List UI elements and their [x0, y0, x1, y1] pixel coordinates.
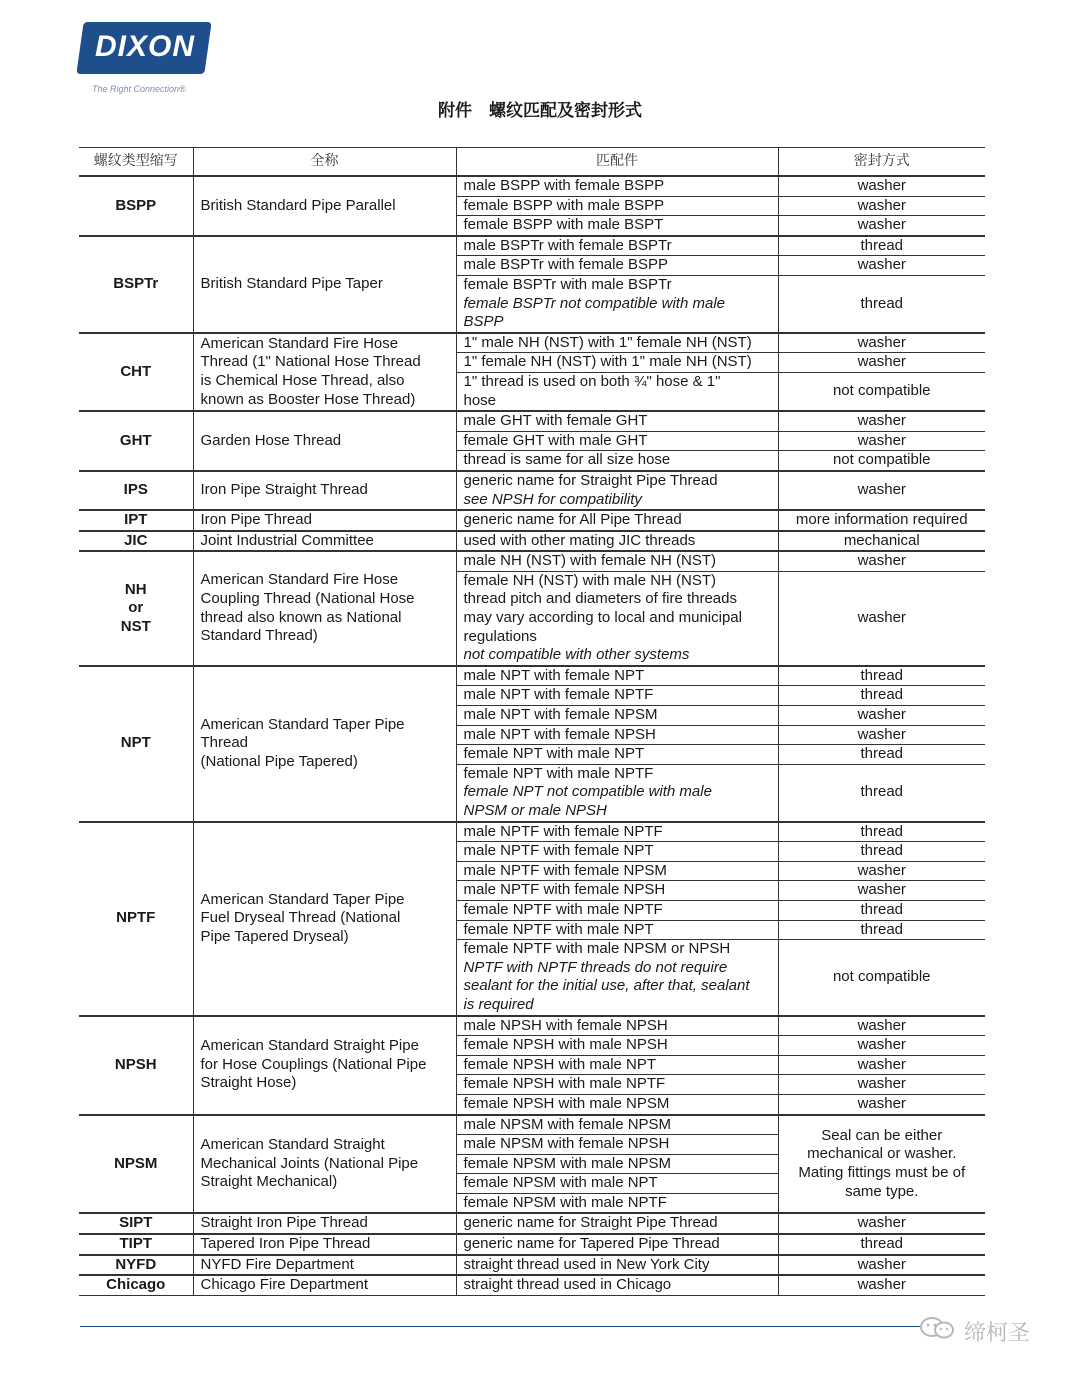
- text-line: NYFD: [115, 1255, 157, 1273]
- text-line: washer: [857, 431, 906, 449]
- text-line: (National Pipe Tapered): [200, 753, 358, 771]
- thread-abbr-cell: [79, 1275, 193, 1295]
- table-row: [79, 333, 985, 353]
- text-line: Seal can be either: [821, 1126, 943, 1144]
- matching-cell: [456, 411, 778, 431]
- logo-tagline: The Right Connection®: [92, 84, 186, 94]
- text-line: washer: [857, 861, 906, 879]
- note-line: BSPP: [463, 313, 504, 331]
- thread-fullname-cell: [193, 551, 456, 666]
- text-line: BSPTr: [113, 274, 159, 292]
- seal-cell: [778, 940, 985, 1016]
- text-line: Standard Thread): [200, 627, 318, 645]
- seal-cell: [778, 1234, 985, 1255]
- thread-fullname-cell: [193, 531, 456, 552]
- text-line: washer: [857, 1075, 906, 1093]
- matching-cell: [456, 333, 778, 353]
- text-line: NPSH: [114, 1055, 157, 1073]
- text-line: mechanical or washer.: [807, 1145, 957, 1163]
- thread-fullname-cell: [193, 1234, 456, 1255]
- header-seal: 密封方式: [778, 148, 985, 177]
- matching-cell: [456, 881, 778, 901]
- text-line: Iron Pipe Thread: [200, 511, 312, 529]
- seal-cell: [778, 881, 985, 901]
- text-line: 1" female NH (NST) with 1" male NH (NST): [463, 353, 752, 371]
- text-line: straight thread used in New York City: [463, 1255, 710, 1273]
- seal-cell: [778, 216, 985, 236]
- text-line: washer: [857, 353, 906, 371]
- text-line: SIPT: [119, 1214, 153, 1232]
- text-line: American Standard Straight Pipe: [200, 1037, 419, 1055]
- text-line: Joint Industrial Committee: [200, 531, 374, 549]
- text-line: thread: [860, 686, 904, 704]
- text-line: GHT: [119, 431, 152, 449]
- text-line: American Standard Fire Hose: [200, 334, 399, 352]
- text-line: male NPTF with female NPSH: [463, 881, 666, 899]
- text-line: generic name for Straight Pipe Thread: [463, 471, 718, 489]
- thread-fullname-cell: [193, 1275, 456, 1295]
- seal-cell: [778, 764, 985, 821]
- thread-abbr-cell: [79, 176, 193, 236]
- seal-cell: [778, 725, 985, 745]
- text-line: female NH (NST) with male NH (NST): [463, 571, 717, 589]
- text-line: washer: [857, 481, 906, 499]
- dixon-logo: [80, 22, 210, 100]
- matching-cell: [456, 686, 778, 706]
- matching-cell: [456, 920, 778, 940]
- text-line: Iron Pipe Straight Thread: [200, 481, 368, 499]
- seal-cell: [778, 471, 985, 510]
- text-line: thread pitch and diameters of fire threads: [463, 590, 737, 608]
- text-line: male NPTF with female NPSM: [463, 861, 667, 879]
- seal-cell: [778, 1094, 985, 1114]
- text-line: NST: [120, 617, 151, 635]
- matching-cell: [456, 275, 778, 332]
- text-line: washer: [857, 706, 906, 724]
- seal-cell: [778, 900, 985, 920]
- text-line: Mating fittings must be of: [798, 1163, 966, 1181]
- text-line: male NH (NST) with female NH (NST): [463, 552, 717, 570]
- seal-cell: [778, 431, 985, 451]
- text-line: female NPTF with male NPSM or NPSH: [463, 940, 731, 958]
- text-line: washer: [857, 1276, 906, 1294]
- text-line: washer: [857, 1214, 906, 1232]
- thread-fullname-cell: [193, 1115, 456, 1214]
- text-line: JIC: [124, 531, 148, 549]
- text-line: same type.: [845, 1182, 919, 1200]
- text-line: female NPT with male NPTF: [463, 764, 654, 782]
- note-line: NPTF with NPTF threads do not require: [463, 958, 728, 976]
- text-line: washer: [857, 412, 906, 430]
- text-line: thread: [860, 294, 904, 312]
- text-line: male NPT with female NPSM: [463, 706, 658, 724]
- matching-cell: [456, 551, 778, 571]
- thread-fullname-cell: [193, 666, 456, 822]
- matching-cell: [456, 1115, 778, 1135]
- table-row: [79, 1016, 985, 1036]
- thread-abbr-cell: [79, 411, 193, 471]
- thread-fullname-cell: [193, 1213, 456, 1234]
- text-line: washer: [857, 1036, 906, 1054]
- matching-cell: [456, 431, 778, 451]
- header-full-name: 全称: [193, 148, 456, 177]
- seal-cell: [778, 196, 985, 216]
- thread-abbr-cell: [79, 471, 193, 510]
- seal-cell: [778, 411, 985, 431]
- matching-cell: [456, 256, 778, 276]
- text-line: male NPT with female NPT: [463, 666, 645, 684]
- text-line: female NPSH with male NPT: [463, 1055, 657, 1073]
- thread-abbr-cell: [79, 551, 193, 666]
- text-line: hose: [463, 391, 497, 409]
- text-line: female NPSM with male NPT: [463, 1174, 658, 1192]
- matching-cell: [456, 745, 778, 765]
- text-line: Coupling Thread (National Hose: [200, 589, 415, 607]
- seal-cell: [778, 1275, 985, 1295]
- text-line: female BSPP with male BSPP: [463, 196, 665, 214]
- text-line: 1" male NH (NST) with 1" female NH (NST): [463, 333, 752, 351]
- matching-cell: [456, 1036, 778, 1056]
- text-line: may vary according to local and municipal: [463, 609, 742, 627]
- table-row: [79, 411, 985, 431]
- text-line: washer: [857, 177, 906, 194]
- text-line: male NPTF with female NPTF: [463, 822, 663, 840]
- text-line: washer: [857, 1055, 906, 1073]
- table-row: [79, 1115, 985, 1135]
- thread-abbr-cell: [79, 1234, 193, 1255]
- matching-cell: [456, 725, 778, 745]
- note-line: NPSM or male NPSH: [463, 802, 607, 819]
- matching-cell: [456, 861, 778, 881]
- text-line: washer: [857, 552, 906, 570]
- thread-fullname-cell: [193, 510, 456, 531]
- matching-cell: [456, 372, 778, 411]
- table-row: [79, 236, 985, 256]
- thread-fullname-cell: [193, 1255, 456, 1276]
- matching-cell: [456, 1075, 778, 1095]
- text-line: female NPSH with male NPTF: [463, 1075, 666, 1093]
- text-line: male NPT with female NPSH: [463, 725, 656, 743]
- text-line: male GHT with female GHT: [463, 412, 648, 430]
- matching-cell: [456, 706, 778, 726]
- matching-cell: [456, 571, 778, 665]
- matching-cell: [456, 1055, 778, 1075]
- thread-fullname-cell: [193, 471, 456, 510]
- matching-cell: [456, 1255, 778, 1276]
- seal-cell: [778, 275, 985, 332]
- text-line: female NPSH with male NPSH: [463, 1036, 668, 1054]
- seal-cell: [778, 686, 985, 706]
- text-line: NYFD Fire Department: [200, 1255, 354, 1273]
- matching-cell: [456, 353, 778, 373]
- text-line: washer: [857, 1255, 906, 1273]
- text-line: washer: [857, 333, 906, 351]
- table-row: [79, 551, 985, 571]
- text-line: male NPT with female NPTF: [463, 686, 654, 704]
- text-line: Chicago: [106, 1276, 166, 1294]
- text-line: NPTF: [116, 909, 156, 927]
- text-line: American Standard Taper Pipe: [200, 890, 405, 908]
- text-line: Fuel Dryseal Thread (National: [200, 909, 401, 927]
- text-line: female NPSM with male NPSM: [463, 1154, 672, 1172]
- thread-abbr-cell: [79, 333, 193, 411]
- seal-cell: [778, 861, 985, 881]
- matching-cell: [456, 842, 778, 862]
- text-line: straight thread used in Chicago: [463, 1276, 672, 1294]
- text-line: known as Booster Hose Thread): [200, 390, 416, 408]
- text-line: American Standard Fire Hose: [200, 571, 399, 589]
- table-row: [79, 1255, 985, 1276]
- text-line: or: [128, 599, 144, 617]
- text-line: washer: [857, 881, 906, 899]
- text-line: British Standard Pipe Parallel: [200, 196, 396, 214]
- text-line: thread also known as National: [200, 608, 402, 626]
- text-line: Thread (1" National Hose Thread: [200, 353, 421, 371]
- text-line: thread: [860, 900, 904, 918]
- seal-cell: [778, 1255, 985, 1276]
- matching-cell: [456, 196, 778, 216]
- text-line: NH: [124, 580, 147, 598]
- thread-abbr-cell: [79, 531, 193, 552]
- thread-fullname-cell: [193, 176, 456, 236]
- thread-abbr-cell: [79, 1016, 193, 1115]
- text-line: generic name for All Pipe Thread: [463, 511, 682, 529]
- text-line: female NPT with male NPT: [463, 745, 645, 763]
- note-line: female BSPTr not compatible with male: [463, 294, 725, 312]
- text-line: Chicago Fire Department: [200, 1276, 369, 1294]
- thread-abbr-cell: [79, 510, 193, 531]
- seal-cell: [778, 842, 985, 862]
- matching-cell: [456, 764, 778, 821]
- note-line: sealant for the initial use, after that, sealant: [463, 977, 750, 995]
- table-row: [79, 822, 985, 842]
- text-line: female GHT with male GHT: [463, 431, 648, 449]
- matching-cell: [456, 940, 778, 1016]
- seal-cell: [778, 706, 985, 726]
- text-line: thread: [860, 783, 904, 801]
- text-line: male BSPTr with female BSPTr: [463, 236, 672, 254]
- text-line: 1" thread is used on both ¾" hose & 1": [463, 372, 721, 390]
- text-line: for Hose Couplings (National Pipe: [200, 1055, 427, 1073]
- header-matching: 匹配件: [456, 148, 778, 177]
- seal-cell: [778, 920, 985, 940]
- thread-fullname-cell: [193, 236, 456, 333]
- text-line: TIPT: [119, 1235, 152, 1253]
- text-line: not compatible: [832, 451, 931, 469]
- text-line: female BSPTr with male BSPTr: [463, 275, 672, 293]
- matching-cell: [456, 451, 778, 471]
- seal-cell: [778, 745, 985, 765]
- table-row: [79, 510, 985, 531]
- text-line: thread: [860, 236, 904, 254]
- matching-cell: [456, 1016, 778, 1036]
- table-row: [79, 531, 985, 552]
- text-line: not compatible: [832, 968, 931, 986]
- text-line: thread: [860, 666, 904, 684]
- text-line: Tapered Iron Pipe Thread: [200, 1235, 371, 1253]
- text-line: thread: [860, 920, 904, 938]
- text-line: NPSM: [114, 1154, 158, 1172]
- note-line: see NPSH for compatibility: [463, 490, 642, 508]
- matching-cell: [456, 471, 778, 510]
- thread-abbr-cell: [79, 1255, 193, 1276]
- text-line: female BSPP with male BSPT: [463, 216, 664, 234]
- table-row: [79, 1213, 985, 1234]
- matching-cell: [456, 1234, 778, 1255]
- thread-abbr-cell: [79, 1115, 193, 1214]
- text-line: male BSPP with female BSPP: [463, 177, 665, 194]
- thread-fullname-cell: [193, 1016, 456, 1115]
- matching-cell: [456, 666, 778, 686]
- note-line: not compatible with other systems: [463, 646, 690, 664]
- text-line: more information required: [795, 511, 968, 529]
- text-line: male NPSM with female NPSH: [463, 1135, 670, 1153]
- text-line: IPS: [123, 481, 148, 499]
- text-line: female NPSH with male NPSM: [463, 1094, 670, 1112]
- text-line: generic name for Tapered Pipe Thread: [463, 1235, 720, 1253]
- text-line: BSPP: [115, 196, 157, 214]
- text-line: NPT: [120, 734, 151, 752]
- text-line: is Chemical Hose Thread, also: [200, 371, 405, 389]
- matching-cell: [456, 1154, 778, 1174]
- seal-cell: [778, 1055, 985, 1075]
- seal-cell: [778, 531, 985, 552]
- seal-cell: [778, 333, 985, 353]
- watermark-text: 缔柯圣: [964, 1321, 1031, 1346]
- matching-cell: [456, 531, 778, 552]
- table-row: [79, 666, 985, 686]
- matching-cell: [456, 1275, 778, 1295]
- text-line: thread: [860, 822, 904, 840]
- thread-abbr-cell: [79, 236, 193, 333]
- seal-cell: [778, 372, 985, 411]
- text-line: regulations: [463, 627, 537, 645]
- thread-abbr-cell: [79, 1213, 193, 1234]
- text-line: used with other mating JIC threads: [463, 531, 696, 549]
- text-line: American Standard Taper Pipe: [200, 715, 405, 733]
- text-line: washer: [857, 1094, 906, 1112]
- table-row: [79, 176, 985, 196]
- text-line: American Standard Straight: [200, 1136, 385, 1154]
- thread-abbr-cell: [79, 822, 193, 1016]
- matching-cell: [456, 176, 778, 196]
- document-title: 附件 螺纹匹配及密封形式: [438, 101, 642, 121]
- seal-cell: [778, 822, 985, 842]
- seal-cell: [778, 1036, 985, 1056]
- wechat-icon: [918, 1316, 958, 1340]
- matching-cell: [456, 1213, 778, 1234]
- seal-cell: [778, 666, 985, 686]
- matching-cell: [456, 822, 778, 842]
- text-line: thread is same for all size hose: [463, 451, 671, 469]
- table-row: [79, 1234, 985, 1255]
- seal-cell: [778, 510, 985, 531]
- text-line: Mechanical Joints (National Pipe: [200, 1154, 419, 1172]
- text-line: thread: [860, 842, 904, 860]
- text-line: thread: [860, 1235, 904, 1253]
- text-line: not compatible: [832, 382, 931, 400]
- text-line: female NPSM with male NPTF: [463, 1193, 667, 1211]
- table-row: [79, 471, 985, 510]
- header-abbr: 螺纹类型缩写: [79, 148, 193, 177]
- footer-rule: [80, 1326, 920, 1327]
- thread-abbr-cell: [79, 666, 193, 822]
- text-line: Pipe Tapered Dryseal): [200, 927, 349, 945]
- text-line: washer: [857, 196, 906, 214]
- seal-cell: [778, 551, 985, 571]
- seal-cell: [778, 353, 985, 373]
- text-line: British Standard Pipe Taper: [200, 274, 383, 292]
- table-body: [79, 176, 985, 1295]
- text-line: mechanical: [843, 531, 920, 549]
- seal-cell: [778, 176, 985, 196]
- text-line: IPT: [124, 511, 148, 529]
- text-line: generic name for Straight Pipe Thread: [463, 1214, 718, 1232]
- text-line: Thread: [200, 734, 249, 752]
- text-line: washer: [857, 609, 906, 627]
- logo-wordmark: DIXON: [94, 30, 195, 63]
- seal-cell: [778, 236, 985, 256]
- text-line: washer: [857, 1016, 906, 1034]
- note-line: female NPT not compatible with male: [463, 783, 712, 801]
- text-line: female NPTF with male NPTF: [463, 900, 663, 918]
- matching-cell: [456, 1094, 778, 1114]
- matching-cell: [456, 1135, 778, 1155]
- text-line: washer: [857, 256, 906, 274]
- text-line: Straight Hose): [200, 1074, 297, 1092]
- seal-cell: [778, 1016, 985, 1036]
- thread-matching-table: [79, 147, 985, 1296]
- text-line: male BSPTr with female BSPP: [463, 256, 669, 274]
- seal-cell: [778, 1115, 985, 1214]
- matching-cell: [456, 900, 778, 920]
- matching-cell: [456, 510, 778, 531]
- table-row: [79, 1275, 985, 1295]
- table-header-row: [79, 148, 985, 177]
- text-line: Garden Hose Thread: [200, 431, 342, 449]
- note-line: is required: [463, 995, 534, 1013]
- text-line: male NPTF with female NPT: [463, 842, 654, 860]
- seal-cell: [778, 256, 985, 276]
- seal-cell: [778, 1075, 985, 1095]
- matching-cell: [456, 1193, 778, 1213]
- thread-fullname-cell: [193, 822, 456, 1016]
- seal-cell: [778, 571, 985, 665]
- text-line: thread: [860, 745, 904, 763]
- matching-cell: [456, 236, 778, 256]
- text-line: CHT: [120, 362, 152, 380]
- text-line: Straight Iron Pipe Thread: [200, 1214, 368, 1232]
- text-line: washer: [857, 216, 906, 234]
- thread-fullname-cell: [193, 333, 456, 411]
- matching-cell: [456, 1174, 778, 1194]
- text-line: Straight Mechanical): [200, 1173, 338, 1191]
- seal-cell: [778, 451, 985, 471]
- matching-cell: [456, 216, 778, 236]
- seal-cell: [778, 1213, 985, 1234]
- text-line: female NPTF with male NPT: [463, 920, 654, 938]
- text-line: washer: [857, 725, 906, 743]
- thread-fullname-cell: [193, 411, 456, 471]
- text-line: male NPSH with female NPSH: [463, 1016, 668, 1034]
- text-line: male NPSM with female NPSM: [463, 1115, 672, 1133]
